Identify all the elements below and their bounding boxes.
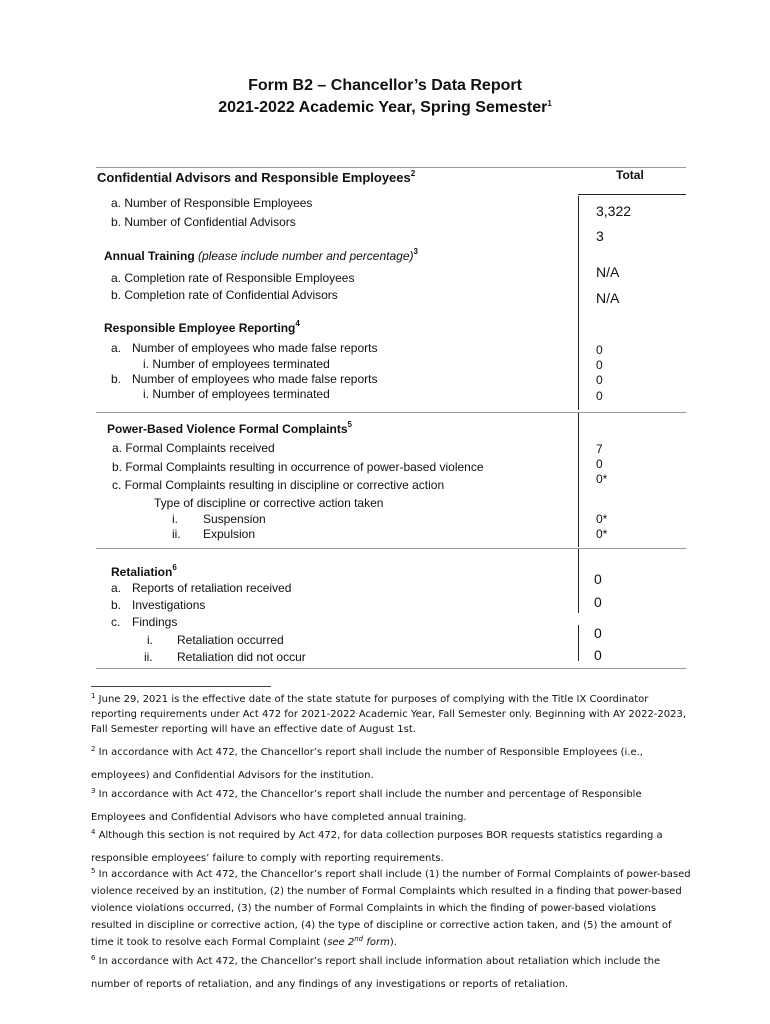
total-header-rule [578, 194, 686, 195]
violence-subrow-value: 0* [596, 527, 608, 541]
reporting-row-marker: a. [111, 341, 122, 355]
reporting-row-value: 0 [596, 389, 603, 403]
advisors-row-label: a. Number of Responsible Employees [111, 196, 313, 210]
violence-row-value: 0* [596, 472, 608, 486]
retaliation-row-marker: a. [111, 581, 122, 595]
training-row-label: a. Completion rate of Responsible Employees [111, 271, 355, 285]
violence-subrow-value: 0* [596, 512, 608, 526]
retaliation-row-marker: b. [111, 598, 122, 612]
table-top-rule [96, 167, 686, 168]
reporting-row-marker: b. [111, 372, 122, 386]
training-row-label: b. Completion rate of Confidential Advisors [111, 288, 338, 302]
total-column-header: Total [616, 168, 644, 182]
violence-subrow-label: Suspension [203, 512, 266, 526]
total-column-divider-4 [578, 625, 579, 661]
reporting-row-value: 0 [596, 358, 603, 372]
total-column-divider-1 [578, 196, 579, 410]
advisors-row-value: 3 [596, 228, 604, 244]
advisors-row-value: 3,322 [596, 203, 632, 219]
footnote-4: $^4$ Although this section is not required by Act 472, for data collection purposes BOR requests statistics regarding a responsible employees’ failure to comply with reporting requirements. [91, 828, 663, 864]
reporting-row-label: Number of employees who made false reports [132, 372, 378, 386]
reporting-row-label: i. Number of employees terminated [143, 387, 330, 401]
section-heading-advisors: Confidential Advisors and Responsible Employees$^2$ [97, 169, 416, 185]
section-heading-violence: Power-Based Violence Formal Complaints$^5$ [107, 420, 352, 436]
retaliation-subrow-value: 0 [594, 625, 602, 641]
retaliation-row-marker: c. [111, 615, 121, 629]
total-column-divider-2 [578, 413, 579, 547]
footnote-2: $^2$ In accordance with Act 472, the Chancellor’s report shall include the number of Responsible Employees (i.e., employees) and Confidential Advisors for the institution. [91, 745, 643, 781]
reporting-row-value: 0 [596, 373, 603, 387]
retaliation-row-value: 0 [594, 594, 602, 610]
retaliation-row-label: Findings [132, 615, 178, 629]
violence-subrow-marker: ii. [172, 527, 181, 541]
retaliation-row-value: 0 [594, 571, 602, 587]
reporting-row-label: Number of employees who made false reports [132, 341, 378, 355]
footnote-6: $^6$ In accordance with Act 472, the Chancellor’s report shall include information about retaliation which include the number of reports of retaliation, and any findings of any investigations or reports of retaliation. [91, 954, 661, 990]
training-row-value: N/A [596, 264, 620, 280]
reporting-row-label: i. Number of employees terminated [143, 357, 330, 371]
violence-row-label: a. Formal Complaints received [112, 441, 275, 455]
training-row-value: N/A [596, 290, 620, 306]
footnote-1: $^1$ June 29, 2021 is the effective date of the state statute for purposes of complying with the Title IX Coordinator reporting requirements under Act 472 for 2021-2022 Academic Year, Fall Semester only. Beginning with AY 2022-2023, Fall Semester reporting will have an effective date of August 1st. [91, 692, 687, 735]
violence-subrow-label: Expulsion [203, 527, 256, 541]
table-bottom-rule [96, 668, 686, 669]
violence-row-label: b. Formal Complaints resulting in occurrence of power-based violence [112, 460, 484, 474]
form-title: Form B2 – Chancellor’s Data Report [248, 77, 522, 94]
section-heading-reporting: Responsible Employee Reporting$^4$ [104, 319, 300, 335]
reporting-row-value: 0 [596, 343, 603, 357]
retaliation-subrow-label: Retaliation did not occur [177, 650, 306, 664]
section-heading-retaliation: Retaliation$^6$ [111, 563, 177, 579]
violence-row-value: 7 [596, 442, 603, 456]
retaliation-subrow-value: 0 [594, 647, 602, 663]
footnote-5: $^5$ In accordance with Act 472, the Chancellor’s report shall include (1) the number of Formal Complaints of power-based violence received by an institution, (2) the number of Formal Complaints which resulted in a finding that power-based violence violations occurred, (3) the number of Formal Complaints in which the finding of power-based violations resulted in discipline or corrective action, (4) the type of discipline or corrective action taken, and (5) the amount of time it took to resolve each Formal Complaint (see 2nd form). [91, 867, 691, 948]
retaliation-row-label: Reports of retaliation received [132, 581, 292, 595]
retaliation-subrow-label: Retaliation occurred [177, 633, 284, 647]
section-rule-2 [96, 548, 686, 549]
section-heading-training: Annual Training (please include number and percentage)$^3$ [104, 247, 418, 263]
retaliation-subrow-marker: ii. [144, 650, 153, 664]
violence-subrow-marker: i. [172, 512, 178, 526]
form-subtitle: 2021-2022 Academic Year, Spring Semester$^1$ [218, 99, 552, 116]
retaliation-row-label: Investigations [132, 598, 206, 612]
violence-row-value: 0 [596, 457, 603, 471]
violence-subheading: Type of discipline or corrective action taken [154, 496, 384, 510]
advisors-row-label: b. Number of Confidential Advisors [111, 215, 296, 229]
total-column-divider-3 [578, 549, 579, 613]
footnote-separator [91, 686, 271, 687]
section-rule-1 [96, 412, 686, 413]
footnote-3: $^3$ In accordance with Act 472, the Chancellor’s report shall include the number and percentage of Responsible Employees and Confidential Advisors who have completed annual training. [91, 787, 642, 823]
violence-row-label: c. Formal Complaints resulting in discipline or corrective action [112, 478, 445, 492]
retaliation-subrow-marker: i. [147, 633, 153, 647]
